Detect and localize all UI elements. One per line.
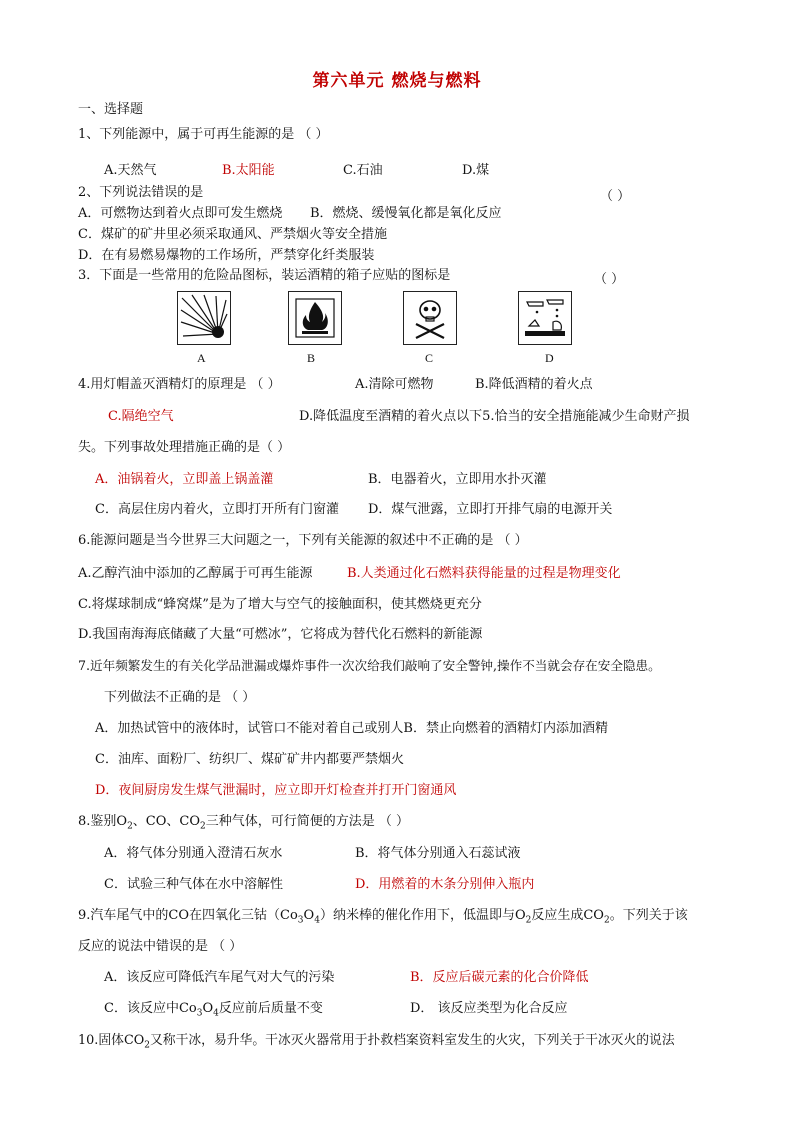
- q7-option-a-b: A．加热试管中的液体时，试管口不能对着自己或别人B．禁止向燃着的酒精灯内添加酒精: [95, 721, 608, 736]
- q9-option-b: B．反应后碳元素的化合价降低: [410, 970, 589, 985]
- q2-option-a: A．可燃物达到着火点即可发生燃烧: [78, 206, 283, 221]
- q2-option-b: B．燃烧、缓慢氧化都是氧化反应: [310, 206, 502, 221]
- q7-option-d: D．夜间厨房发生煤气泄漏时，应立即开灯检查并打开门窗通风: [95, 783, 457, 798]
- q9-option-c: C．该反应中$Co_3O_4$反应前后质量不变: [104, 1001, 323, 1019]
- q5-option-a: A．油锅着火，立即盖上锅盖灌: [95, 472, 274, 487]
- section-heading: 一、选择题: [78, 102, 144, 117]
- page-title: 第六单元 燃烧与燃料: [312, 71, 482, 91]
- flammable-hazard-icon: [288, 291, 342, 345]
- q2-option-c: C．煤矿的矿井里必须采取通风、严禁烟火等安全措施: [78, 227, 387, 242]
- q5-option-d: D．煤气泄露，立即打开排气扇的电源开关: [368, 502, 613, 517]
- q4-stem: 4.用灯帽盖灭酒精灯的原理是 （ ）: [78, 377, 281, 392]
- q8-option-c: C．试验三种气体在水中溶解性: [104, 877, 283, 892]
- q5-option-b: B．电器着火，立即用水扑灭灌: [368, 472, 547, 487]
- q9-option-a: A．该反应可降低汽车尾气对大气的污染: [104, 970, 335, 985]
- q2-option-d: D．在有易燃易爆物的工作场所，严禁穿化纤类服装: [78, 248, 375, 263]
- corrosive-hazard-icon: [518, 291, 572, 345]
- q1-stem: 1、下列能源中，属于可再生能源的是 （ ）: [78, 127, 329, 142]
- q5-stem: 失。下列事故处理措施正确的是（ ）: [78, 440, 291, 455]
- toxic-skull-icon: [403, 291, 457, 345]
- q6-option-d: D.我国南海海底储藏了大量“可燃冰”，它将成为替代化石燃料的新能源: [78, 627, 483, 642]
- q8-stem: 8.鉴别$O_2$、CO、$CO_2$三种气体，可行简便的方法是 （ ）: [78, 814, 410, 832]
- q8-option-d: D．用燃着的木条分别伸入瓶内: [355, 877, 535, 892]
- icon-label-a: A: [197, 351, 206, 365]
- q4-option-d-and-q5-stem: D.降低温度至酒精的着火点以下5.恰当的安全措施能减少生命财产损: [299, 409, 690, 424]
- q6-option-b: B.人类通过化石燃料获得能量的过程是物理变化: [347, 566, 621, 581]
- q1-option-c: C.石油: [343, 163, 383, 178]
- explosive-hazard-icon: [177, 291, 231, 345]
- q6-stem: 6.能源问题是当今世界三大问题之一，下列有关能源的叙述中不正确的是 （ ）: [78, 533, 528, 548]
- q8-option-a: A．将气体分别通入澄清石灰水: [104, 846, 283, 861]
- q4-option-a: A.清除可燃物: [355, 377, 434, 392]
- q7-stem-continued: 下列做法不正确的是 （ ）: [104, 690, 256, 705]
- q7-option-c: C．油库、面粉厂、纺织厂、煤矿矿井内都要严禁烟火: [95, 752, 404, 767]
- q4-option-b: B.降低酒精的着火点: [475, 377, 593, 392]
- q7-stem: 7.近年频繁发生的有关化学品泄漏或爆炸事件一次次给我们敲响了安全警钟,操作不当就会存在安全隐患。: [78, 658, 661, 673]
- icon-label-d: D: [545, 351, 554, 365]
- q4-option-c: C.隔绝空气: [108, 409, 174, 424]
- q2-stem: 2、下列说法错误的是: [78, 185, 204, 200]
- q9-stem: 9.汽车尾气中的CO在四氧化三钴$(Co_3O_4)$纳米棒的催化作用下，低温即与$O_2$反应生成$CO_2$。下列关于该: [78, 908, 688, 926]
- q9-stem-continued: 反应的说法中错误的是 （ ）: [78, 939, 243, 954]
- q5-option-c: C．高层住房内着火，立即打开所有门窗灌: [95, 502, 339, 517]
- q2-bracket: （ ）: [600, 189, 631, 204]
- q6-option-a: A.乙醇汽油中添加的乙醇属于可再生能源: [78, 566, 313, 581]
- q10-stem: 10.固体$CO_2$又称干冰，易升华。干冰灭火器常用于扑救档案资料室发生的火灾，下列关于干冰灭火的说法: [78, 1033, 675, 1051]
- q1-option-d: D.煤: [462, 163, 490, 178]
- q1-option-b: B.太阳能: [222, 163, 275, 178]
- q9-option-d: D． 该反应类型为化合反应: [410, 1001, 568, 1016]
- icon-label-b: B: [307, 351, 316, 365]
- q6-option-c: C.将煤球制成“蜂窝煤”是为了增大与空气的接触面积，使其燃烧更充分: [78, 597, 482, 612]
- q3-stem: 3．下面是一些常用的危险品图标，装运酒精的箱子应贴的图标是: [78, 268, 451, 283]
- icon-label-c: C: [425, 351, 434, 365]
- q1-option-a: A.天然气: [104, 163, 157, 178]
- q8-option-b: B．将气体分别通入石蕊试液: [355, 846, 521, 861]
- q3-bracket: （ ）: [594, 272, 625, 287]
